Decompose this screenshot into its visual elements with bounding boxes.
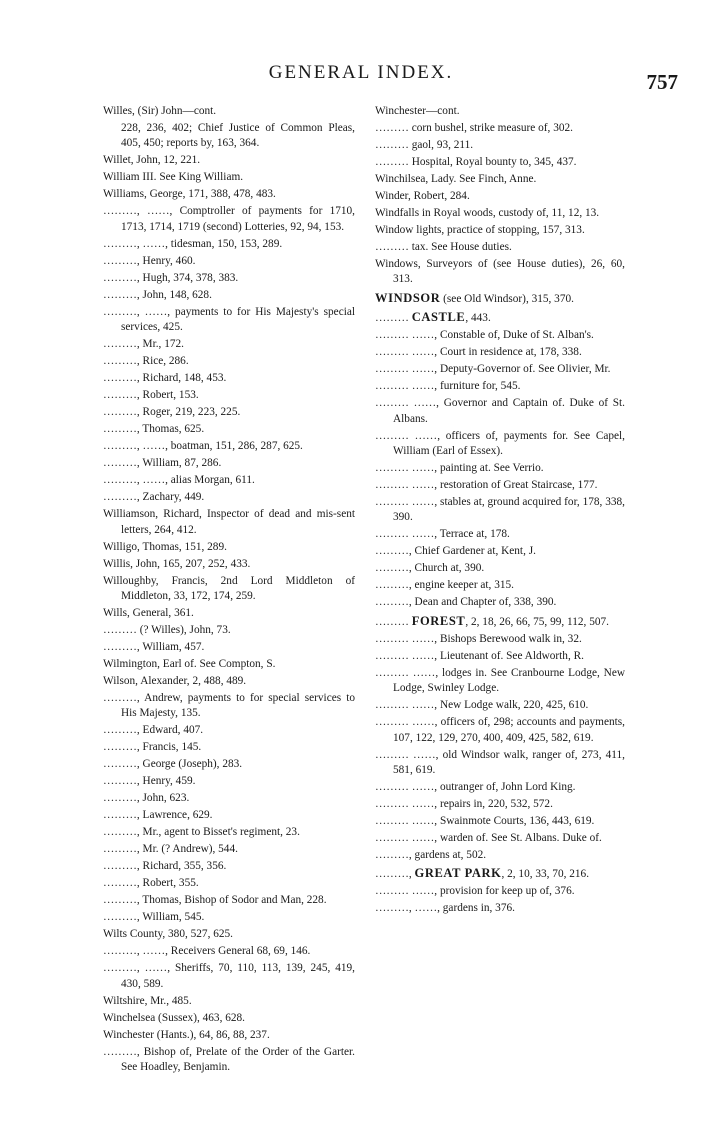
index-entry: Winchilsea, Lady. See Finch, Anne. — [375, 173, 537, 185]
entry-rest: , 2, 10, 33, 70, 216. — [501, 868, 590, 881]
index-entry: ………, Andrew, payments to for special services to His Majesty, 135. — [103, 692, 355, 720]
index-entry: ………, Mr., agent to Bisset's regiment, 23. — [103, 826, 300, 839]
index-entry: ………, Mr. (? Andrew), 544. — [103, 843, 238, 856]
index-entry: Winchelsea (Sussex), 463, 628. — [103, 1011, 245, 1024]
entry-prefix: ……… — [375, 615, 412, 628]
index-entry: Windows, Surveyors of (see House duties), 26, 60, 313. — [375, 258, 625, 286]
index-entry: ……… gaol, 93, 211. — [375, 139, 474, 151]
index-column-left — [103, 104, 355, 1077]
index-entry: ……… ……, Constable of, Duke of St. Alban's. — [375, 329, 594, 342]
index-entry: ………, William, 457. — [103, 641, 205, 654]
index-entry: ……… ……, outranger of, John Lord King. — [375, 781, 576, 794]
index-entry — [375, 866, 625, 882]
index-entry: ………, ……, alias Morgan, 611. — [103, 474, 255, 487]
entry-rest: , 2, 18, 26, 66, 75, 99, 112, 507. — [465, 615, 609, 628]
index-entry: Williamson, Richard, Inspector of dead and mis-sent letters, 264, 412. — [103, 508, 355, 536]
index-entry: ……… ……, lodges in. See Cranbourne Lodge, New Lodge, Swinley Lodge. — [375, 666, 625, 695]
index-entry: Winchester—cont. — [375, 105, 460, 117]
index-entry: Wilmington, Earl of. See Compton, S. — [103, 658, 276, 671]
index-entry: ……… ……, Court in residence at, 178, 338. — [375, 346, 582, 359]
index-entry: Willes, (Sir) John—cont. — [103, 105, 217, 117]
index-entry: ……… tax. See House duties. — [375, 241, 512, 253]
index-entry — [375, 310, 625, 326]
index-entry: ………, Francis, 145. — [103, 741, 202, 754]
index-entry: Winchester (Hants.), 64, 86, 88, 237. — [103, 1028, 270, 1041]
index-entry: ……… Hospital, Royal bounty to, 345, 437. — [375, 156, 577, 168]
index-entry: ……… ……, painting at. See Verrio. — [375, 462, 544, 475]
index-column-right — [375, 104, 625, 918]
index-entry: ………, ……, payments to for His Majesty's special services, 425. — [103, 305, 355, 334]
index-entry: ………, William, 545. — [103, 911, 205, 924]
entry-heading: FOREST — [411, 613, 466, 628]
index-entry: ……… ……, Lieutenant of. See Aldworth, R. — [375, 649, 584, 662]
index-entry: ……… ……, Governor and Captain of. Duke of St. Albans. — [375, 397, 625, 425]
index-entry: ……… ……, Bishops Berewood walk in, 32. — [375, 632, 582, 645]
page-number: 757 — [646, 70, 678, 94]
index-entry — [375, 291, 625, 307]
index-entry: ………, Henry, 460. — [103, 254, 196, 267]
index-entry: ……… ……, repairs in, 220, 532, 572. — [375, 798, 553, 811]
index-entry: Williams, George, 171, 388, 478, 483. — [103, 188, 276, 201]
index-entry: ……… ……, provision for keep up of, 376. — [375, 885, 575, 898]
entry-prefix: ………, — [375, 868, 415, 881]
index-entry: ………, John, 623. — [103, 792, 190, 805]
index-entry: Willis, John, 165, 207, 252, 433. — [103, 557, 251, 570]
index-entry: Wills, General, 361. — [103, 607, 194, 620]
index-entry: ………, ……, gardens in, 376. — [375, 902, 515, 915]
running-header-title: GENERAL INDEX. — [268, 62, 454, 83]
index-entry: Willoughby, Francis, 2nd Lord Middleton of Middleton, 33, 172, 174, 259. — [103, 574, 355, 603]
index-entry: ……… ……, officers of, payments for. See Capel, William (Earl of Essex). — [375, 429, 625, 458]
index-entry: ……… (? Willes), John, 73. — [103, 624, 231, 637]
index-entry: ………, Henry, 459. — [103, 775, 196, 788]
index-entry: ……… ……, New Lodge walk, 220, 425, 610. — [375, 699, 589, 712]
index-entry: ………, gardens at, 502. — [375, 849, 487, 862]
index-entry: ………, Thomas, Bishop of Sodor and Man, 228. — [103, 894, 327, 907]
index-entry: ………, Edward, 407. — [103, 724, 204, 737]
entry-prefix: ……… — [375, 312, 412, 325]
index-entry: ………, ……, Comptroller of payments for 1710, 1713, 1714, 1719 (second) Lotteries, 92, 94, 153. — [103, 205, 355, 233]
index-entry: ………, Hugh, 374, 378, 383. — [103, 271, 239, 284]
index-entry: ………, ……, boatman, 151, 286, 287, 625. — [103, 440, 303, 453]
index-entry: ………, Robert, 355. — [103, 877, 199, 890]
index-entry: ……… corn bushel, strike measure of, 302. — [375, 122, 573, 134]
index-entry: ………, John, 148, 628. — [103, 288, 212, 301]
entry-heading: GREAT PARK — [414, 866, 502, 881]
index-entry: ……… ……, warden of. See St. Albans. Duke of. — [375, 832, 602, 845]
index-entry: ………, ……, tidesman, 150, 153, 289. — [103, 237, 283, 250]
index-entry: ………, Robert, 153. — [103, 389, 199, 402]
index-entry: ……… ……, stables at, ground acquired for, 178, 338, 390. — [375, 496, 625, 524]
index-entry: Willigo, Thomas, 151, 289. — [103, 540, 227, 553]
entry-rest: , 443. — [465, 312, 491, 325]
index-entry: ………, ……, Receivers General 68, 69, 146. — [103, 945, 311, 958]
index-entry: Wilson, Alexander, 2, 488, 489. — [103, 675, 247, 688]
index-entry: Wilts County, 380, 527, 625. — [103, 928, 233, 941]
index-entry: ………, Roger, 219, 223, 225. — [103, 406, 241, 419]
index-entry: ………, Rice, 286. — [103, 355, 189, 368]
index-entry: ……… ……, old Windsor walk, ranger of, 273, 411, 581, 619. — [375, 748, 625, 777]
index-entry: ………, Zachary, 449. — [103, 491, 205, 504]
entry-rest: (see Old Windsor), 315, 370. — [440, 292, 574, 305]
index-entry: ………, Richard, 148, 453. — [103, 372, 227, 385]
index-entry: Window lights, practice of stopping, 157, 313. — [375, 224, 585, 236]
index-entry: ……… ……, Swainmote Courts, 136, 443, 619. — [375, 815, 595, 828]
index-entry: Windfalls in Royal woods, custody of, 11, 12, 13. — [375, 207, 600, 219]
index-entry: William III. See King William. — [103, 171, 244, 184]
index-entry: ………, engine keeper at, 315. — [375, 579, 514, 592]
index-entry: ………, Church at, 390. — [375, 562, 485, 575]
index-entry: ………, ……, Sheriffs, 70, 110, 113, 139, 245, 419, 430, 589. — [103, 962, 355, 990]
index-entry: ………, Dean and Chapter of, 338, 390. — [375, 596, 557, 609]
index-entry: Winder, Robert, 284. — [375, 190, 470, 202]
index-entry: ………, Lawrence, 629. — [103, 809, 213, 822]
index-entry: ……… ……, Deputy-Governor of. See Olivier, Mr. — [375, 363, 611, 376]
index-entry — [375, 614, 625, 630]
entry-heading: WINDSOR — [375, 290, 441, 305]
index-entry: ………, Chief Gardener at, Kent, J. — [375, 545, 536, 558]
index-entry: ……… ……, furniture for, 545. — [375, 380, 521, 393]
index-entry: 228, 236, 402; Chief Justice of Common Pleas, 405, 450; reports by, 163, 364. — [121, 122, 355, 150]
index-entry: ………, George (Joseph), 283. — [103, 758, 243, 771]
index-entry: ……… ……, officers of, 298; accounts and payments, 107, 122, 129, 270, 400, 409, 425, 582, 619. — [375, 716, 625, 744]
entry-heading: CASTLE — [411, 310, 466, 325]
index-entry: ………, Mr., 172. — [103, 338, 184, 351]
index-entry: ………, Bishop of, Prelate of the Order of the Garter. See Hoadley, Benjamin. — [103, 1045, 355, 1074]
index-entry: ……… ……, Terrace at, 178. — [375, 528, 510, 541]
index-entry: ………, William, 87, 286. — [103, 457, 222, 470]
index-entry: ………, Thomas, 625. — [103, 423, 205, 436]
index-entry: ……… ……, restoration of Great Staircase, 177. — [375, 479, 598, 492]
index-entry: ………, Richard, 355, 356. — [103, 860, 227, 873]
index-entry: Wiltshire, Mr., 485. — [103, 994, 192, 1007]
index-entry: Willet, John, 12, 221. — [103, 154, 201, 167]
